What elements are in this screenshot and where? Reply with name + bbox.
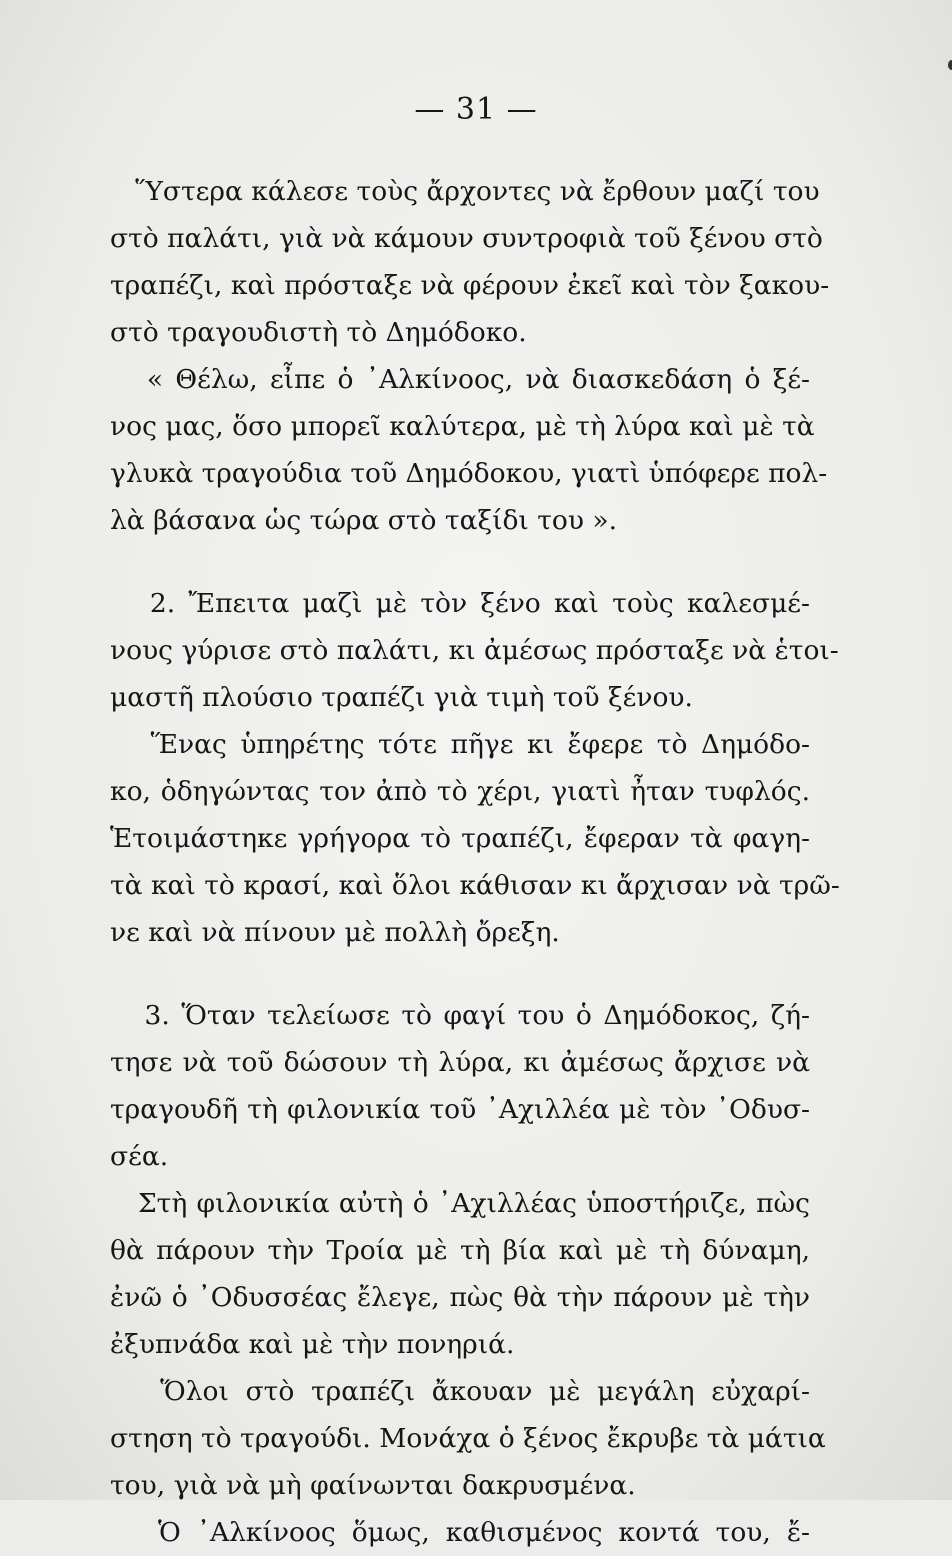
text-line: θὰ πάρουν τὴν Τροία μὲ τὴ βία καὶ μὲ τὴ δύναμη, [110, 1235, 810, 1266]
text-line: στὸ παλάτι, γιὰ νὰ κάμουν συντροφιὰ τοῦ ξένου στὸ [110, 223, 823, 254]
text-line: Ἕνας ὑπηρέτης τότε πῆγε κι ἔφερε τὸ Δημόδο- [110, 729, 810, 760]
text-line: κο, ὁδηγώντας τον ἀπὸ τὸ χέρι, γιατὶ ἦταν τυφλός. [110, 776, 810, 807]
paragraph [110, 1180, 810, 1368]
text-line: ἐνῶ ὁ ᾿Οδυσσέας ἔλεγε, πὼς θὰ τὴν πάρουν μὲ τὴν [110, 1282, 810, 1313]
text-line: Στὴ φιλονικία αὐτὴ ὁ ᾿Αχιλλέας ὑποστήριζε, πὼς [110, 1188, 810, 1219]
text-line: σέα. [110, 1141, 169, 1172]
text-line: Ὅλοι στὸ τραπέζι ἄκουαν μὲ μεγάλη εὐχαρί- [110, 1376, 810, 1407]
text-line: νος μας, ὅσο μπορεῖ καλύτερα, μὲ τὴ λύρα καὶ μὲ τὰ [110, 411, 815, 442]
text-line: στηση τὸ τραγούδι. Μονάχα ὁ ξένος ἔκρυβε τὰ μάτια [110, 1423, 826, 1454]
paragraph [110, 1509, 810, 1556]
text-line: λὰ βάσανα ὡς τώρα στὸ ταξίδι του ». [110, 505, 618, 536]
paragraph [110, 356, 828, 544]
text-line: τησε νὰ τοῦ δώσουν τὴ λύρα, κι ἀμέσως ἄρχισε νὰ [110, 1047, 810, 1078]
text-line: Ὁ ᾿Αλκίνοος ὅμως, καθισμένος κοντά του, ἔ- [110, 1517, 810, 1548]
paragraph [110, 168, 830, 356]
text-line: στὸ τραγουδιστὴ τὸ Δημόδοκο. [110, 317, 527, 348]
text-line: γλυκὰ τραγούδια τοῦ Δημόδοκου, γιατὶ ὑπόφερε πολ- [110, 458, 828, 489]
page-number: — 31 — [414, 92, 538, 127]
text-line: Ὕστερα κάλεσε τοὺς ἄρχοντες νὰ ἔρθουν μαζί του [110, 176, 820, 207]
body-text [110, 168, 840, 1556]
text-line: τραπέζι, καὶ πρόσταξε νὰ φέρουν ἐκεῖ καὶ τὸν ξακου- [110, 270, 830, 301]
text-line: Ἑτοιμάστηκε γρήγορα τὸ τραπέζι, ἔφεραν τὰ φαγη- [110, 823, 810, 854]
ink-speck [948, 60, 952, 70]
text-line: νε καὶ νὰ πίνουν μὲ πολλὴ ὄρεξη. [110, 917, 560, 948]
text-line: ἐξυπνάδα καὶ μὲ τὴν πονηριά. [110, 1329, 515, 1360]
paragraph [110, 992, 810, 1180]
paragraph [110, 721, 840, 956]
text-line: μαστῆ πλούσιο τραπέζι γιὰ τιμὴ τοῦ ξένου. [110, 682, 693, 713]
section-gap [110, 544, 810, 580]
text-line: του, γιὰ νὰ μὴ φαίνωνται δακρυσμένα. [110, 1470, 636, 1501]
text-line: τραγουδῆ τὴ φιλονικία τοῦ ᾿Αχιλλέα μὲ τὸν ᾿Οδυσ- [110, 1094, 810, 1125]
text-line: « Θέλω, εἶπε ὁ ᾿Αλκίνοος, νὰ διασκεδάση ὁ ξέ- [110, 364, 810, 395]
section-gap [110, 956, 810, 992]
paragraph [110, 1368, 826, 1509]
text-line: 2. Ἔπειτα μαζὶ μὲ τὸν ξένο καὶ τοὺς καλεσμέ- [110, 588, 810, 619]
text-line: νους γύρισε στὸ παλάτι, κι ἀμέσως πρόσταξε νὰ ἑτοι- [110, 635, 839, 666]
text-line: τὰ καὶ τὸ κρασί, καὶ ὅλοι κάθισαν κι ἄρχισαν νὰ τρῶ- [110, 870, 840, 901]
text-line: 3. Ὅταν τελείωσε τὸ φαγί του ὁ Δημόδοκος, ζή- [110, 1000, 810, 1031]
paragraph [110, 580, 839, 721]
